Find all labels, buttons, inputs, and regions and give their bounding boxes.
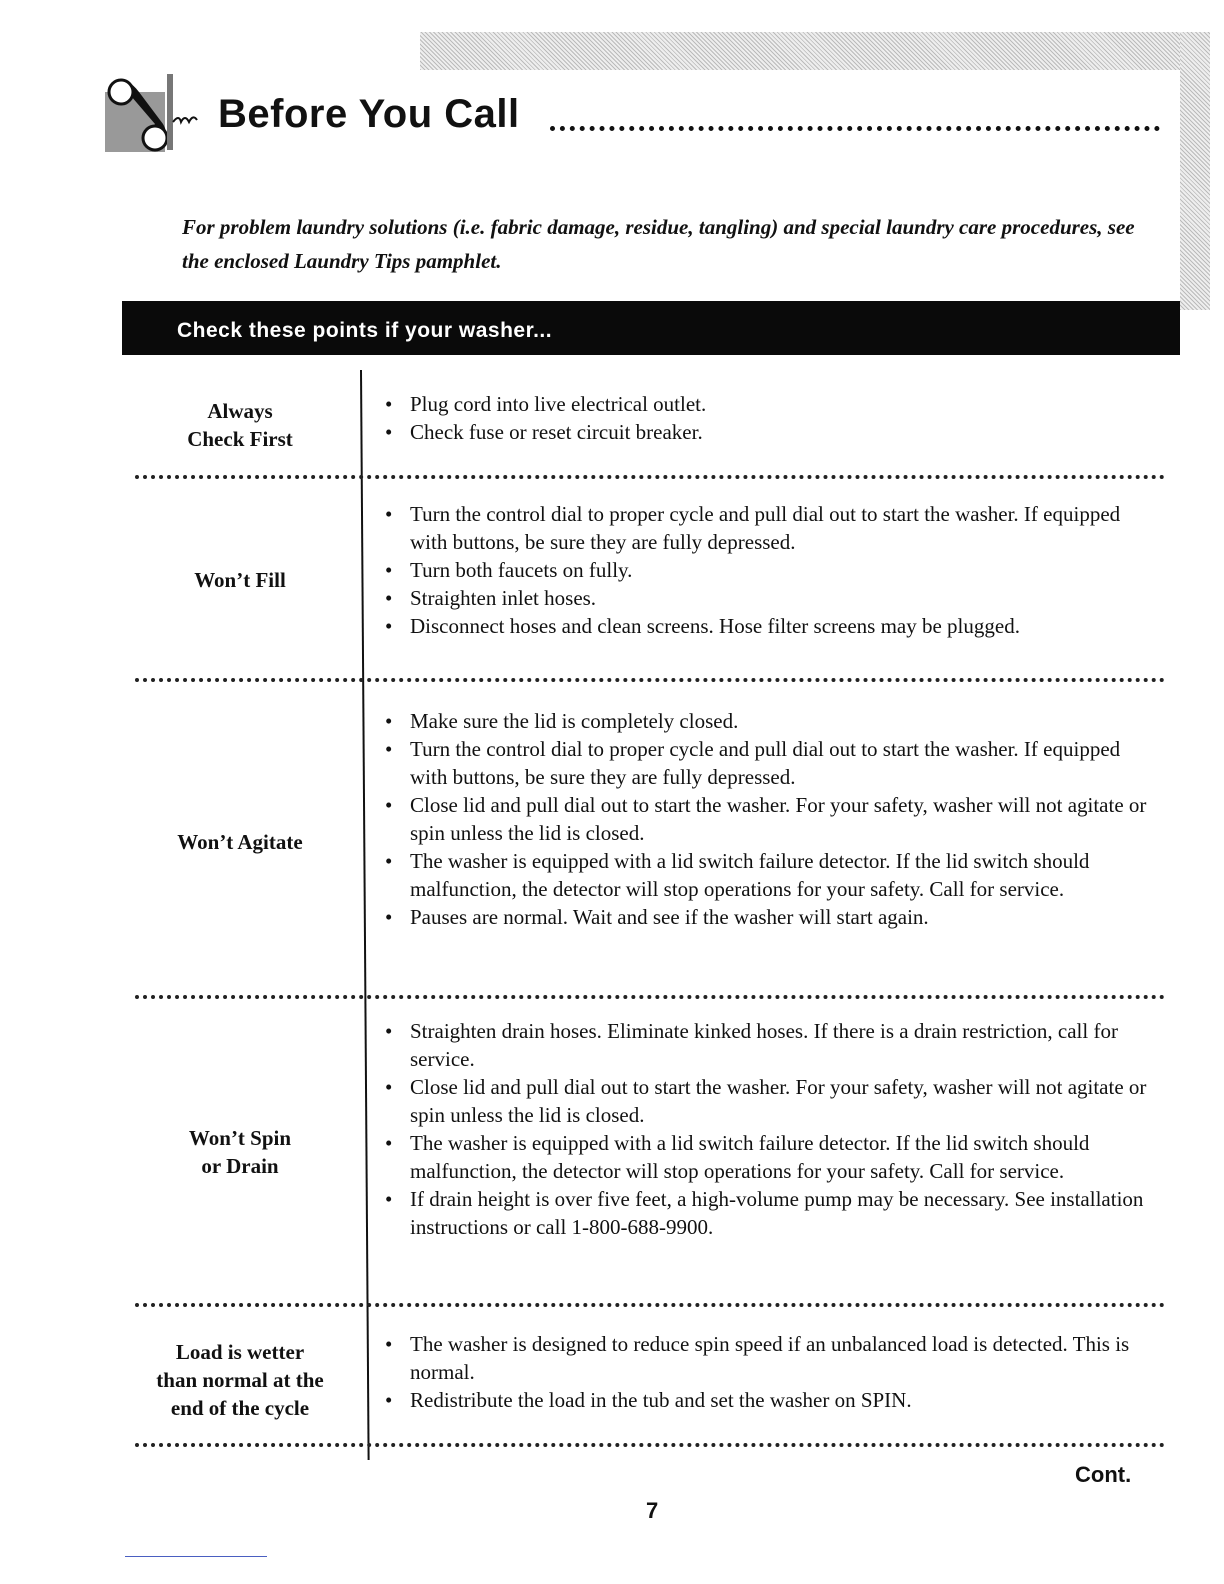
solution-list — [385, 390, 1155, 446]
solution-list — [385, 500, 1155, 640]
solution-item: • Straighten drain hoses. Eliminate kinked hoses. If there is a drain restriction, call for service. — [385, 1017, 1155, 1073]
troubleshooting-row — [125, 390, 1170, 460]
title-leader-dots — [550, 96, 1160, 131]
solution-item: • Turn the control dial to proper cycle and pull dial out to start the washer. If equipped with buttons, be sure they are fully depressed. — [385, 500, 1155, 556]
solution-item: • Make sure the lid is completely closed. — [385, 707, 1155, 735]
footer-line — [125, 1556, 267, 1557]
solution-item: • Turn the control dial to proper cycle and pull dial out to start the washer. If equipped with buttons, be sure they are fully depressed. — [385, 735, 1155, 791]
decorative-texture — [420, 32, 1210, 70]
row-separator — [135, 995, 1165, 999]
solution-item: • The washer is equipped with a lid switch failure detector. If the lid switch should malfunction, the detector will stop operations for your safety. Call for service. — [385, 847, 1155, 903]
problem-label: Load is wetter than normal at the end of the cycle — [156, 1340, 324, 1420]
page-title: Before You Call — [218, 92, 520, 136]
problem-label: Won’t Fill — [194, 568, 286, 592]
solution-item: • Plug cord into live electrical outlet. — [385, 390, 1155, 418]
solution-item: • If drain height is over five feet, a high-volume pump may be necessary. See installation instructions or call 1-800-688-9900. — [385, 1185, 1155, 1241]
solution-item: • Redistribute the load in the tub and set the washer on SPIN. — [385, 1386, 1155, 1414]
continued-label: Cont. — [1075, 1462, 1132, 1487]
troubleshooting-row — [125, 709, 1170, 972]
troubleshooting-row — [125, 1019, 1170, 1282]
decorative-texture — [1180, 32, 1210, 310]
problem-label: Won’t Agitate — [177, 830, 303, 854]
section-header-bar: Check these points if your washer... — [122, 301, 1180, 355]
solution-list — [385, 1017, 1155, 1241]
solution-item: • Close lid and pull dial out to start the washer. For your safety, washer will not agitate or spin unless the lid is closed. — [385, 1073, 1155, 1129]
solution-item: • The washer is designed to reduce spin speed if an unbalanced load is detected. This is normal. — [385, 1330, 1155, 1386]
solution-list — [385, 1330, 1155, 1414]
telephone-icon — [105, 72, 215, 152]
intro-note: For problem laundry solutions (i.e. fabric damage, residue, tangling) and special laundry care procedures, see the enclosed Laundry Tips pamphlet. — [182, 215, 1135, 273]
solution-item: • Turn both faucets on fully. — [385, 556, 1155, 584]
solution-item: • Close lid and pull dial out to start the washer. For your safety, washer will not agitate or spin unless the lid is closed. — [385, 791, 1155, 847]
solution-item: • Check fuse or reset circuit breaker. — [385, 418, 1155, 446]
problem-label: Won’t Spin or Drain — [188, 1126, 292, 1178]
solution-item: • Straighten inlet hoses. — [385, 584, 1155, 612]
row-separator — [135, 678, 1165, 682]
row-separator — [135, 1443, 1165, 1447]
solution-item: • The washer is equipped with a lid switch failure detector. If the lid switch should malfunction, the detector will stop operations for your safety. Call for service. — [385, 1129, 1155, 1185]
row-separator — [135, 1303, 1165, 1307]
troubleshooting-row — [125, 1332, 1170, 1425]
row-separator — [135, 475, 1165, 479]
problem-label: Always Check First — [187, 399, 293, 451]
solution-item: • Pauses are normal. Wait and see if the washer will start again. — [385, 903, 1155, 931]
troubleshooting-row — [125, 502, 1170, 655]
page-number: 7 — [646, 1498, 659, 1523]
solution-list — [385, 707, 1155, 931]
solution-item: • Disconnect hoses and clean screens. Hose filter screens may be plugged. — [385, 612, 1155, 640]
